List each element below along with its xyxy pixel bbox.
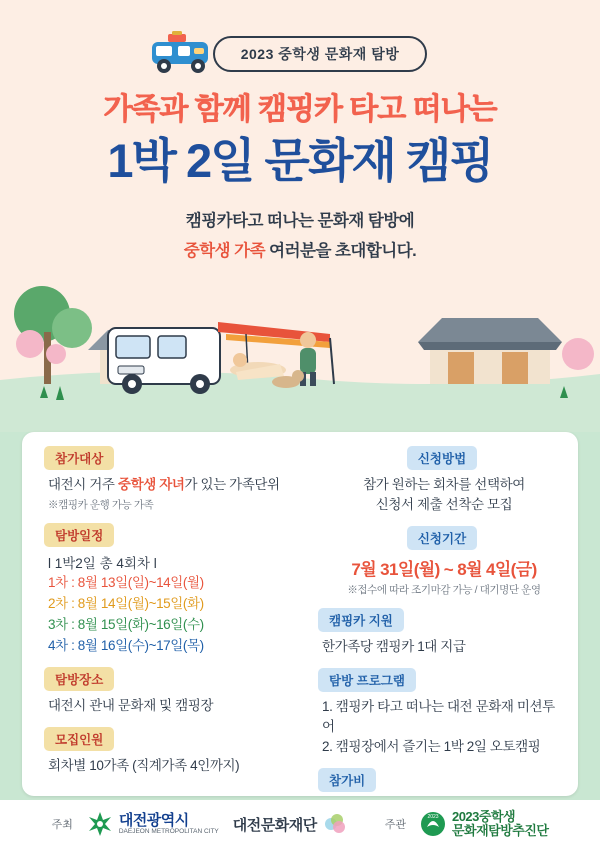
section-application-period-tag: 신청기간 (407, 526, 477, 550)
section-capacity-text: 회차별 10가족 (직계가족 4인까지) (48, 758, 240, 773)
title-line-1: 가족과 함께 캠핑카 타고 떠나는 (103, 93, 497, 126)
schedule-date-4: 4차 : 8월 16일(수)~17일(목) (48, 638, 204, 653)
participants-text-a: 대전시 거주 (48, 477, 115, 492)
application-period-dates: 7월 31일(월) ~ 8월 4일(금) (351, 560, 537, 579)
info-column-left (44, 446, 306, 787)
info-panel (22, 432, 578, 796)
daejeon-foundation-name: 대전문화재단 (232, 816, 317, 834)
subtitle-line-1 (0, 206, 600, 236)
schedule-date-1: 1차 : 8월 13일(일)~14일(월) (48, 575, 204, 590)
footer-organizer-label: 주관 (384, 819, 406, 831)
participants-text-b: 가 있는 가족단위 (184, 477, 280, 492)
schedule-date-2: 2차 : 8월 14일(월)~15일(화) (48, 596, 204, 611)
section-capacity (44, 727, 306, 776)
illustration-camping-scene (0, 272, 600, 432)
subtitle-line-1-a: 캠핑카타고 떠나는 (185, 212, 314, 230)
subtitle (0, 206, 600, 266)
subtitle-line-1-b: 문화재 탐방에 (317, 212, 415, 230)
organizer-line-1: 2023중학생 (451, 809, 516, 824)
header-badge: 2023 중학생 문화재 탐방 (213, 36, 428, 72)
daejeon-city-name: 대전광역시 (118, 812, 189, 829)
how-to-apply-line-2: 신청서 제출 선착순 모집 (375, 497, 513, 512)
section-camper-support (318, 608, 566, 657)
logo-daejeon-city (87, 811, 219, 837)
footer (0, 800, 600, 848)
svg-text:2023: 2023 (427, 814, 439, 820)
section-participants-note: ※캠핑카 운행 가능 가족 (48, 499, 154, 511)
how-to-apply-line-1: 참가 원하는 회차를 선택하여 (363, 477, 525, 492)
section-capacity-tag: 모집인원 (44, 727, 114, 751)
section-location (44, 667, 306, 716)
foundation-emblem-icon (323, 812, 347, 836)
section-participants-tag: 참가대상 (44, 446, 114, 470)
logo-daejeon-foundation (233, 812, 347, 836)
title-line-2: 1박 2일 문화재 캠핑 (107, 134, 493, 187)
schedule-date-3: 3차 : 8월 15일(화)~16일(수) (48, 617, 204, 632)
subtitle-line-2 (0, 236, 600, 266)
participants-text-highlight: 중학생 자녀 (117, 477, 185, 492)
section-program (318, 668, 566, 757)
daejeon-emblem-icon (87, 811, 113, 837)
section-location-tag: 탐방장소 (44, 667, 114, 691)
section-schedule-tag: 탐방일정 (44, 523, 114, 547)
daejeon-city-name-en: DAEJEON METROPOLITAN CITY (118, 828, 219, 835)
application-period-note: ※접수에 따라 조기마감 가능 / 대기명단 운영 (347, 584, 541, 596)
section-fee-tag: 참가비 (318, 768, 376, 792)
camper-van-icon (148, 30, 220, 78)
section-location-text: 대전시 관내 문화재 및 캠핑장 (48, 698, 214, 713)
subtitle-line-2-rest: 여러분을 초대합니다. (269, 242, 417, 260)
program-item-2: 2. 캠핑장에서 즐기는 1박 2일 오토캠핑 (322, 739, 541, 754)
section-schedule (44, 523, 306, 656)
footer-host-label: 주최 (51, 819, 73, 831)
section-camper-support-tag: 캠핑카 지원 (318, 608, 404, 632)
header-badge-row (0, 28, 600, 80)
section-application-period (318, 526, 566, 597)
section-program-tag: 탐방 프로그램 (318, 668, 416, 692)
section-how-to-apply (318, 446, 566, 515)
organizer-emblem-icon (420, 811, 446, 837)
organizer-line-2: 문화재탐방추진단 (451, 823, 549, 838)
schedule-heading: l 1박2일 총 4회차 l (48, 556, 157, 571)
info-column-right (318, 446, 566, 828)
section-participants (44, 446, 306, 512)
section-how-to-apply-tag: 신청방법 (407, 446, 477, 470)
section-participants-text (44, 475, 306, 495)
subtitle-highlight: 중학생 가족 (183, 242, 266, 260)
program-item-1: 1. 캠핑카 타고 떠나는 대전 문화재 미션투어 (322, 699, 555, 734)
camper-support-text: 한가족당 캠핑카 1대 지급 (322, 639, 466, 654)
logo-organizer (420, 810, 548, 838)
